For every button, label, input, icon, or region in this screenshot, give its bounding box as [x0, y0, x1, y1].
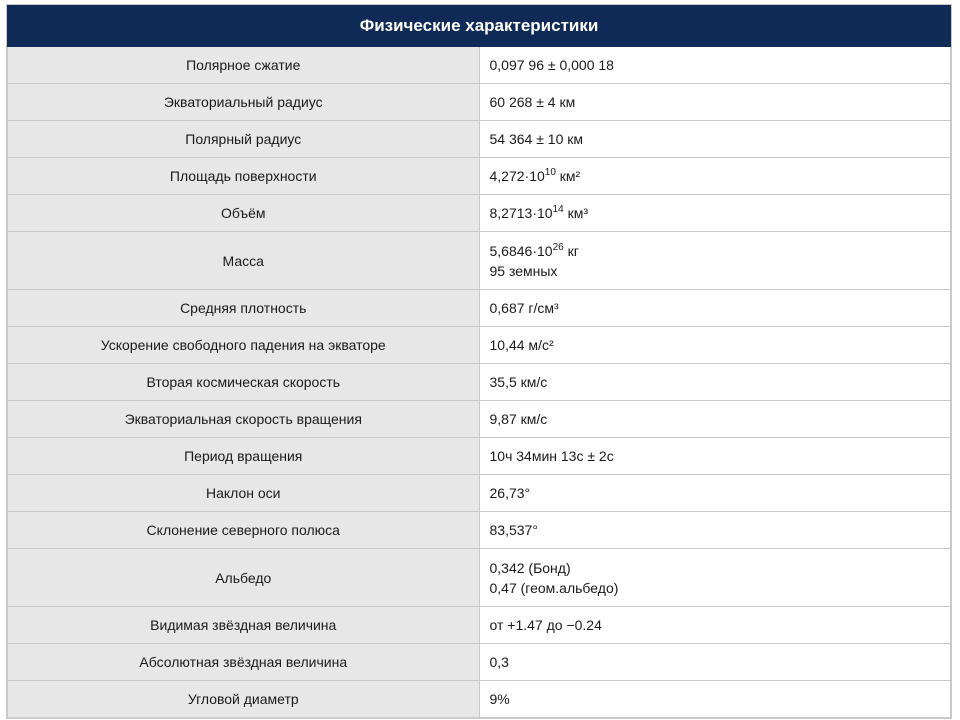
row-label: Экваториальная скорость вращения — [8, 401, 480, 438]
row-label: Полярное сжатие — [8, 47, 480, 84]
row-value: 9% — [479, 681, 951, 718]
row-value: 83,537° — [479, 512, 951, 549]
row-value — [479, 549, 951, 607]
row-value: от +1.47 до −0.24 — [479, 607, 951, 644]
row-value: 10,44 м/с² — [479, 327, 951, 364]
value-unit: км³ — [563, 205, 588, 221]
table-row — [8, 290, 951, 327]
value-line-1 — [490, 241, 951, 261]
row-label: Видимая звёздная величина — [8, 607, 480, 644]
row-label: Наклон оси — [8, 475, 480, 512]
row-value: 10ч 34мин 13с ± 2с — [479, 438, 951, 475]
row-label: Вторая космическая скорость — [8, 364, 480, 401]
row-value: 35,5 км/с — [479, 364, 951, 401]
row-value — [479, 232, 951, 290]
table-row — [8, 84, 951, 121]
characteristics-table-container — [6, 4, 952, 719]
row-label: Угловой диаметр — [8, 681, 480, 718]
row-value: 9,87 км/с — [479, 401, 951, 438]
row-label: Экваториальный радиус — [8, 84, 480, 121]
table-title: Физические характеристики — [8, 6, 951, 47]
row-value: 0,097 96 ± 0,000 18 — [479, 47, 951, 84]
row-label: Период вращения — [8, 438, 480, 475]
table-row — [8, 607, 951, 644]
row-value: 54 364 ± 10 км — [479, 121, 951, 158]
value-base: 4,272·10 — [489, 168, 545, 184]
value-line-2: 0,47 (геом.альбедо) — [489, 579, 619, 596]
row-value: 0,687 г/см³ — [479, 290, 951, 327]
table-header-row — [8, 6, 951, 47]
value-base: 5,6846·10 — [489, 242, 553, 259]
table-row — [8, 232, 951, 290]
row-label: Абсолютная звёздная величина — [8, 644, 480, 681]
table-row — [8, 438, 951, 475]
row-label: Альбедо — [8, 549, 480, 607]
value-exponent: 10 — [544, 167, 556, 178]
row-value: 60 268 ± 4 км — [479, 84, 951, 121]
table-row — [8, 47, 951, 84]
table-row — [8, 158, 951, 195]
value-unit: км² — [555, 168, 581, 184]
value-unit: кг — [563, 242, 579, 259]
row-label: Полярный радиус — [8, 121, 480, 158]
table-row — [8, 475, 951, 512]
row-value — [479, 158, 951, 195]
row-label: Масса — [8, 232, 480, 290]
table-row — [8, 121, 951, 158]
table-row — [8, 364, 951, 401]
row-label: Склонение северного полюса — [8, 512, 480, 549]
row-value: 0,3 — [479, 644, 951, 681]
table-row — [8, 195, 951, 232]
row-value: 26,73° — [479, 475, 951, 512]
table-row — [8, 401, 951, 438]
value-line-1: 0,342 (Бонд) — [489, 559, 571, 576]
characteristics-table — [7, 5, 951, 718]
value-base: 8,2713·10 — [489, 205, 553, 221]
row-label: Ускорение свободного падения на экваторе — [8, 327, 480, 364]
row-label: Средняя плотность — [8, 290, 480, 327]
value-exponent: 26 — [552, 241, 564, 253]
table-row — [8, 327, 951, 364]
table-row — [8, 681, 951, 718]
value-exponent: 14 — [552, 204, 564, 215]
table-row — [8, 644, 951, 681]
table-row — [8, 549, 951, 607]
table-row — [8, 512, 951, 549]
row-label: Объём — [8, 195, 480, 232]
row-value — [479, 195, 951, 232]
value-line-2: 95 земных — [489, 262, 558, 279]
row-label: Площадь поверхности — [8, 158, 480, 195]
